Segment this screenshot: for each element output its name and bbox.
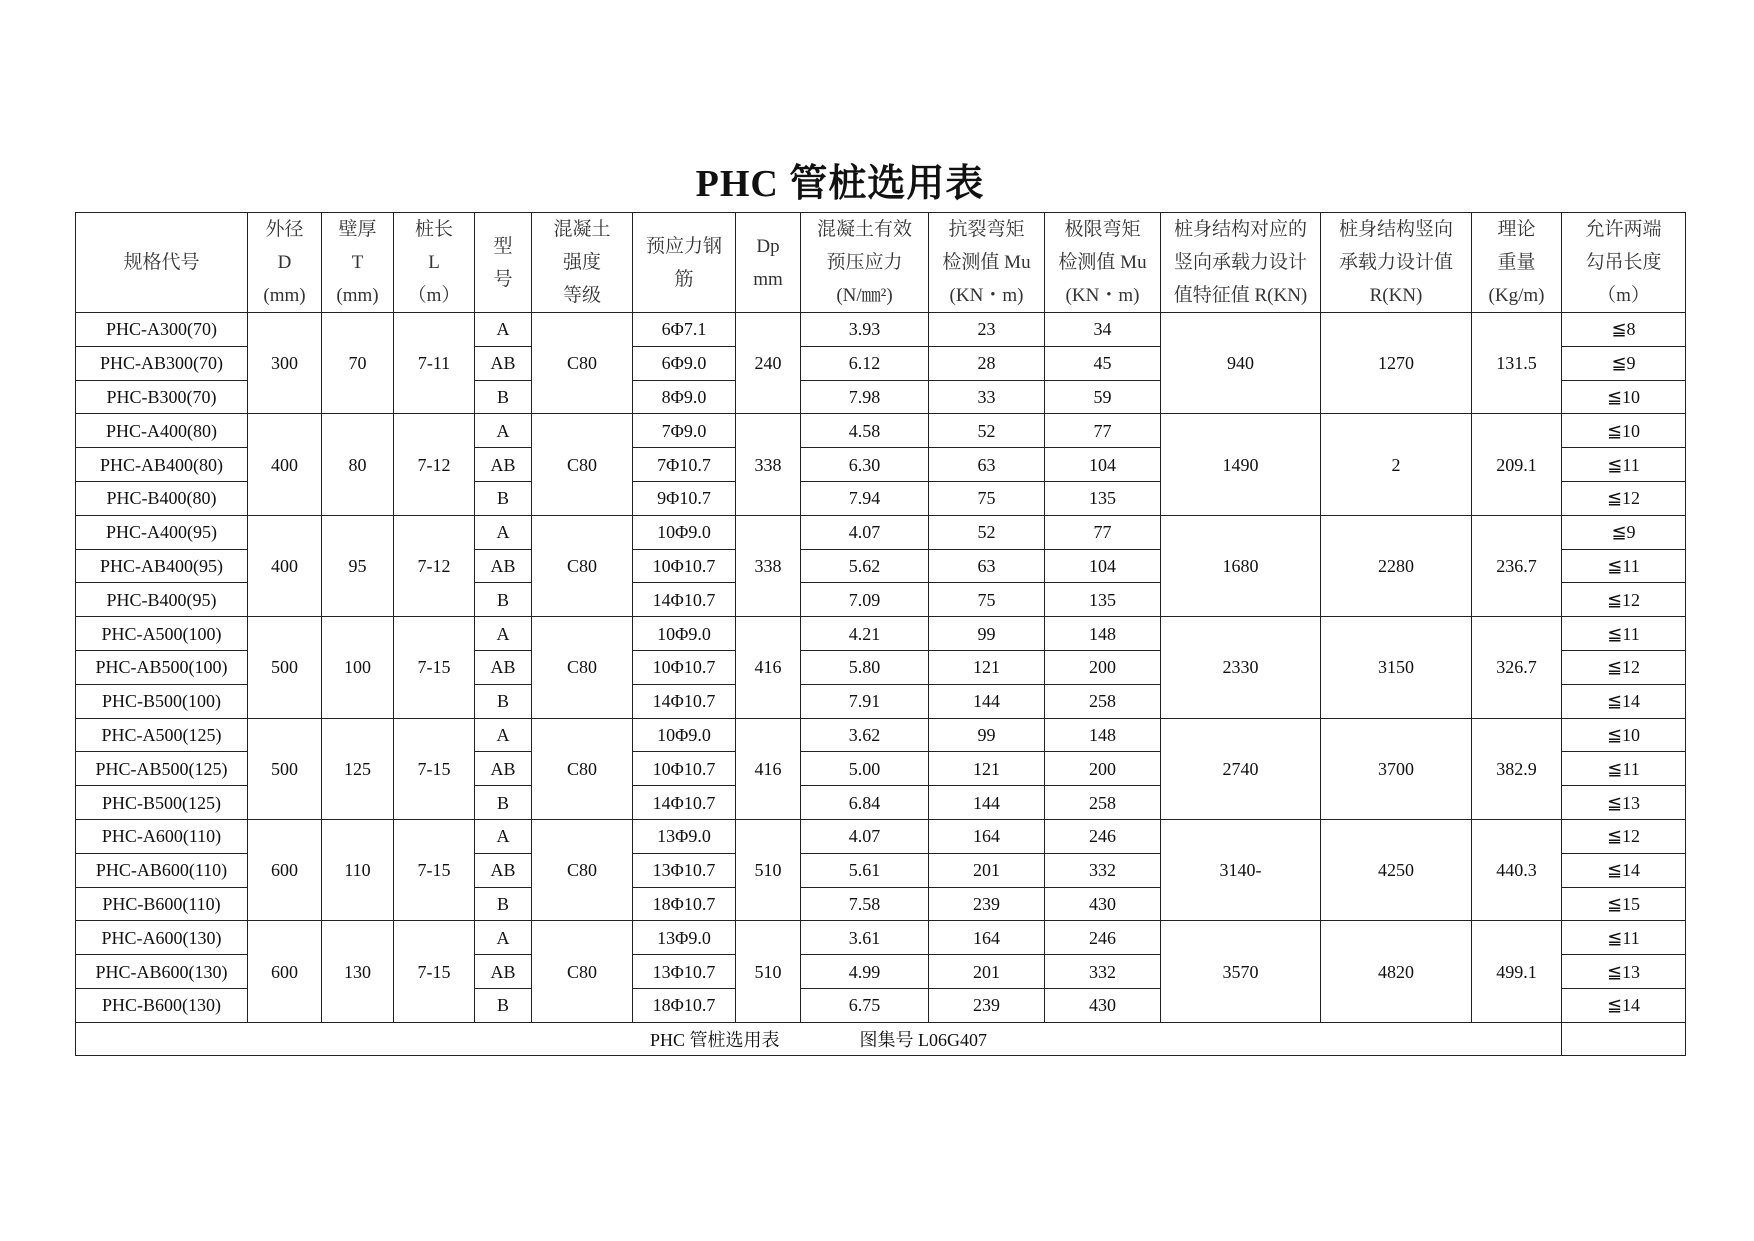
lifting-length-cell: ≦12: [1562, 819, 1686, 853]
design-capacity-cell: 2280: [1321, 515, 1472, 616]
design-capacity-cell: 1270: [1321, 313, 1472, 414]
theoretical-weight-cell: 382.9: [1472, 718, 1562, 819]
concrete-grade-cell: C80: [532, 718, 633, 819]
page-title: PHC 管桩选用表: [695, 163, 985, 205]
header-pile-length: [394, 213, 475, 313]
header-line: 预压应力: [826, 252, 903, 273]
effective-prestress-cell: 7.58: [801, 887, 929, 921]
crack-moment-cell: 63: [929, 448, 1045, 482]
lifting-length-cell: ≦11: [1562, 448, 1686, 482]
lifting-length-cell: ≦14: [1562, 988, 1686, 1022]
footer-table-name: PHC 管桩选用表: [649, 1029, 780, 1050]
type-cell: A: [475, 718, 532, 752]
spec-code-cell: PHC-B400(95): [76, 583, 248, 617]
table-row: [76, 718, 1686, 752]
type-cell: AB: [475, 346, 532, 380]
type-cell: A: [475, 819, 532, 853]
pile-length-cell: 7-12: [394, 414, 475, 515]
wall-thickness-cell: 70: [322, 313, 394, 414]
outer-diameter-cell: 400: [248, 515, 322, 616]
type-cell: AB: [475, 650, 532, 684]
prestress-steel-cell: 13Φ9.0: [633, 921, 736, 955]
type-cell: A: [475, 313, 532, 347]
crack-moment-cell: 239: [929, 988, 1045, 1022]
lifting-length-cell: ≦11: [1562, 549, 1686, 583]
header-spec-code: [76, 213, 248, 313]
header-line: 壁厚: [338, 219, 377, 240]
footer-caption-cell: [76, 1022, 1562, 1055]
table-row: [76, 313, 1686, 347]
effective-prestress-cell: 5.62: [801, 549, 929, 583]
spec-code-cell: PHC-AB500(125): [76, 752, 248, 786]
header-dp: [736, 213, 801, 313]
effective-prestress-cell: 5.61: [801, 853, 929, 887]
theoretical-weight-cell: 131.5: [1472, 313, 1562, 414]
theoretical-weight-cell: 440.3: [1472, 819, 1562, 920]
header-line: 混凝土有效: [816, 219, 912, 240]
crack-moment-cell: 164: [929, 819, 1045, 853]
table-row: [76, 921, 1686, 955]
type-cell: A: [475, 617, 532, 651]
dp-cell: 416: [736, 718, 801, 819]
footer-atlas-number: 图集号 L06G407: [859, 1029, 987, 1050]
prestress-steel-cell: 13Φ10.7: [633, 955, 736, 989]
ultimate-moment-cell: 77: [1045, 414, 1161, 448]
concrete-grade-cell: C80: [532, 617, 633, 718]
effective-prestress-cell: 6.30: [801, 448, 929, 482]
effective-prestress-cell: 5.80: [801, 650, 929, 684]
ultimate-moment-cell: 59: [1045, 380, 1161, 414]
characteristic-capacity-cell: 940: [1161, 313, 1321, 414]
ultimate-moment-cell: 45: [1045, 346, 1161, 380]
table-row: [76, 617, 1686, 651]
header-line: 极限弯矩: [1064, 219, 1141, 240]
pile-length-cell: 7-15: [394, 617, 475, 718]
prestress-steel-cell: 13Φ10.7: [633, 853, 736, 887]
header-line: (Kg/m): [1488, 285, 1545, 306]
lifting-length-cell: ≦12: [1562, 583, 1686, 617]
type-cell: B: [475, 887, 532, 921]
header-line: Dp: [756, 235, 780, 257]
crack-moment-cell: 164: [929, 921, 1045, 955]
prestress-steel-cell: 10Φ9.0: [633, 515, 736, 549]
prestress-steel-cell: 6Φ9.0: [633, 346, 736, 380]
header-outer-diameter: [248, 213, 322, 313]
wall-thickness-cell: 95: [322, 515, 394, 616]
type-cell: B: [475, 988, 532, 1022]
effective-prestress-cell: 6.84: [801, 786, 929, 820]
type-cell: B: [475, 380, 532, 414]
design-capacity-cell: 3700: [1321, 718, 1472, 819]
crack-moment-cell: 52: [929, 414, 1045, 448]
ultimate-moment-cell: 148: [1045, 718, 1161, 752]
spec-code-cell: PHC-A400(95): [76, 515, 248, 549]
wall-thickness-cell: 110: [322, 819, 394, 920]
prestress-steel-cell: 7Φ10.7: [633, 448, 736, 482]
pile-length-cell: 7-12: [394, 515, 475, 616]
crack-moment-cell: 121: [929, 650, 1045, 684]
header-line: (N/㎜²): [836, 285, 893, 306]
dp-cell: 338: [736, 414, 801, 515]
outer-diameter-cell: 300: [248, 313, 322, 414]
effective-prestress-cell: 6.75: [801, 988, 929, 1022]
prestress-steel-cell: 18Φ10.7: [633, 988, 736, 1022]
spec-code-cell: PHC-AB500(100): [76, 650, 248, 684]
header-line: 桩身结构对应的: [1173, 219, 1307, 240]
ultimate-moment-cell: 258: [1045, 684, 1161, 718]
header-characteristic-capacity: [1161, 213, 1321, 313]
lifting-length-cell: ≦10: [1562, 718, 1686, 752]
lifting-length-cell: ≦15: [1562, 887, 1686, 921]
header-line: 预应力钢: [645, 235, 722, 257]
effective-prestress-cell: 4.58: [801, 414, 929, 448]
ultimate-moment-cell: 258: [1045, 786, 1161, 820]
type-cell: AB: [475, 752, 532, 786]
header-type: [475, 213, 532, 313]
header-line: （m）: [1597, 285, 1650, 306]
concrete-grade-cell: C80: [532, 515, 633, 616]
header-crack-moment: [929, 213, 1045, 313]
lifting-length-cell: ≦14: [1562, 853, 1686, 887]
spec-code-cell: PHC-A400(80): [76, 414, 248, 448]
header-ultimate-moment: [1045, 213, 1161, 313]
crack-moment-cell: 63: [929, 549, 1045, 583]
type-cell: A: [475, 515, 532, 549]
lifting-length-cell: ≦9: [1562, 515, 1686, 549]
pile-length-cell: 7-15: [394, 718, 475, 819]
crack-moment-cell: 23: [929, 313, 1045, 347]
concrete-grade-cell: C80: [532, 819, 633, 920]
effective-prestress-cell: 7.91: [801, 684, 929, 718]
crack-moment-cell: 99: [929, 718, 1045, 752]
header-line: 理论: [1497, 219, 1536, 240]
effective-prestress-cell: 5.00: [801, 752, 929, 786]
header-line: (mm): [263, 285, 306, 306]
characteristic-capacity-cell: 3570: [1161, 921, 1321, 1022]
header-line: 筋: [674, 268, 694, 290]
ultimate-moment-cell: 200: [1045, 650, 1161, 684]
crack-moment-cell: 75: [929, 481, 1045, 515]
header-line: 承载力设计值: [1338, 252, 1453, 273]
footer-empty-cell: [1562, 1022, 1686, 1055]
header-line: 桩长: [414, 219, 453, 240]
ultimate-moment-cell: 246: [1045, 921, 1161, 955]
prestress-steel-cell: 10Φ9.0: [633, 718, 736, 752]
lifting-length-cell: ≦13: [1562, 955, 1686, 989]
theoretical-weight-cell: 236.7: [1472, 515, 1562, 616]
characteristic-capacity-cell: 1680: [1161, 515, 1321, 616]
lifting-length-cell: ≦12: [1562, 650, 1686, 684]
spec-code-cell: PHC-AB400(95): [76, 549, 248, 583]
table-header-row: [76, 213, 1686, 313]
spec-code-cell: PHC-AB600(130): [76, 955, 248, 989]
header-line: 竖向承载力设计: [1173, 252, 1307, 273]
spec-code-cell: PHC-A600(110): [76, 819, 248, 853]
header-line: 外径: [265, 219, 304, 240]
design-capacity-cell: 4820: [1321, 921, 1472, 1022]
crack-moment-cell: 52: [929, 515, 1045, 549]
ultimate-moment-cell: 430: [1045, 988, 1161, 1022]
lifting-length-cell: ≦14: [1562, 684, 1686, 718]
wall-thickness-cell: 130: [322, 921, 394, 1022]
lifting-length-cell: ≦10: [1562, 380, 1686, 414]
spec-code-cell: PHC-A500(125): [76, 718, 248, 752]
table-row: [76, 515, 1686, 549]
prestress-steel-cell: 14Φ10.7: [633, 684, 736, 718]
header-line: (mm): [336, 285, 379, 306]
pile-length-cell: 7-15: [394, 819, 475, 920]
header-wall-thickness: [322, 213, 394, 313]
spec-code-cell: PHC-AB400(80): [76, 448, 248, 482]
type-cell: AB: [475, 549, 532, 583]
ultimate-moment-cell: 34: [1045, 313, 1161, 347]
ultimate-moment-cell: 332: [1045, 853, 1161, 887]
wall-thickness-cell: 80: [322, 414, 394, 515]
wall-thickness-cell: 125: [322, 718, 394, 819]
table-row: [76, 414, 1686, 448]
prestress-steel-cell: 14Φ10.7: [633, 583, 736, 617]
prestress-steel-cell: 10Φ10.7: [633, 549, 736, 583]
prestress-steel-cell: 10Φ10.7: [633, 752, 736, 786]
header-line: mm: [753, 268, 783, 290]
crack-moment-cell: 201: [929, 853, 1045, 887]
spec-code-cell: PHC-B500(100): [76, 684, 248, 718]
ultimate-moment-cell: 135: [1045, 481, 1161, 515]
crack-moment-cell: 144: [929, 786, 1045, 820]
lifting-length-cell: ≦10: [1562, 414, 1686, 448]
header-line: 勾吊长度: [1585, 252, 1662, 273]
spec-code-cell: PHC-AB300(70): [76, 346, 248, 380]
prestress-steel-cell: 13Φ9.0: [633, 819, 736, 853]
ultimate-moment-cell: 135: [1045, 583, 1161, 617]
effective-prestress-cell: 4.21: [801, 617, 929, 651]
outer-diameter-cell: 500: [248, 617, 322, 718]
effective-prestress-cell: 7.09: [801, 583, 929, 617]
design-capacity-cell: 4250: [1321, 819, 1472, 920]
characteristic-capacity-cell: 3140-: [1161, 819, 1321, 920]
characteristic-capacity-cell: 2330: [1161, 617, 1321, 718]
concrete-grade-cell: C80: [532, 921, 633, 1022]
ultimate-moment-cell: 430: [1045, 887, 1161, 921]
header-line: 检测值 Mu: [1058, 252, 1147, 273]
crack-moment-cell: 201: [929, 955, 1045, 989]
outer-diameter-cell: 600: [248, 921, 322, 1022]
lifting-length-cell: ≦13: [1562, 786, 1686, 820]
header-line: 等级: [562, 285, 601, 306]
type-cell: AB: [475, 448, 532, 482]
spec-code-cell: PHC-AB600(110): [76, 853, 248, 887]
lifting-length-cell: ≦8: [1562, 313, 1686, 347]
ultimate-moment-cell: 104: [1045, 549, 1161, 583]
spec-code-cell: PHC-B600(130): [76, 988, 248, 1022]
ultimate-moment-cell: 148: [1045, 617, 1161, 651]
header-line: (KN・m): [1065, 285, 1140, 306]
pile-length-cell: 7-15: [394, 921, 475, 1022]
design-capacity-cell: 3150: [1321, 617, 1472, 718]
header-design-capacity: [1321, 213, 1472, 313]
prestress-steel-cell: 9Φ10.7: [633, 481, 736, 515]
dp-cell: 338: [736, 515, 801, 616]
spec-code-cell: PHC-A600(130): [76, 921, 248, 955]
outer-diameter-cell: 400: [248, 414, 322, 515]
characteristic-capacity-cell: 1490: [1161, 414, 1321, 515]
header-line: (KN・m): [949, 285, 1024, 306]
header-line: 抗裂弯矩: [948, 219, 1025, 240]
ultimate-moment-cell: 200: [1045, 752, 1161, 786]
theoretical-weight-cell: 209.1: [1472, 414, 1562, 515]
crack-moment-cell: 239: [929, 887, 1045, 921]
header-line: 检测值 Mu: [942, 252, 1031, 273]
header-line: （m）: [407, 285, 461, 306]
table-row: [76, 819, 1686, 853]
header-line: 型: [493, 235, 513, 257]
type-cell: B: [475, 583, 532, 617]
type-cell: A: [475, 921, 532, 955]
crack-moment-cell: 75: [929, 583, 1045, 617]
header-line: 规格代号: [123, 252, 200, 273]
header-line: 桩身结构竖向: [1338, 219, 1453, 240]
prestress-steel-cell: 7Φ9.0: [633, 414, 736, 448]
spec-code-cell: PHC-A300(70): [76, 313, 248, 347]
concrete-grade-cell: C80: [532, 414, 633, 515]
header-line: L: [428, 252, 440, 273]
prestress-steel-cell: 18Φ10.7: [633, 887, 736, 921]
theoretical-weight-cell: 499.1: [1472, 921, 1562, 1022]
header-line: 混凝土: [553, 219, 611, 240]
dp-cell: 416: [736, 617, 801, 718]
crack-moment-cell: 144: [929, 684, 1045, 718]
effective-prestress-cell: 3.61: [801, 921, 929, 955]
type-cell: AB: [475, 853, 532, 887]
header-line: 允许两端: [1585, 219, 1662, 240]
dp-cell: 510: [736, 819, 801, 920]
prestress-steel-cell: 6Φ7.1: [633, 313, 736, 347]
lifting-length-cell: ≦11: [1562, 752, 1686, 786]
pile-length-cell: 7-11: [394, 313, 475, 414]
prestress-steel-cell: 10Φ10.7: [633, 650, 736, 684]
header-line: 值特征值 R(KN): [1173, 285, 1308, 306]
crack-moment-cell: 33: [929, 380, 1045, 414]
outer-diameter-cell: 500: [248, 718, 322, 819]
table-footer-row: [76, 1022, 1686, 1055]
effective-prestress-cell: 7.98: [801, 380, 929, 414]
crack-moment-cell: 28: [929, 346, 1045, 380]
effective-prestress-cell: 4.07: [801, 819, 929, 853]
effective-prestress-cell: 4.07: [801, 515, 929, 549]
lifting-length-cell: ≦9: [1562, 346, 1686, 380]
crack-moment-cell: 121: [929, 752, 1045, 786]
header-concrete-grade: [532, 213, 633, 313]
effective-prestress-cell: 6.12: [801, 346, 929, 380]
type-cell: B: [475, 786, 532, 820]
spec-code-cell: PHC-B600(110): [76, 887, 248, 921]
prestress-steel-cell: 10Φ9.0: [633, 617, 736, 651]
ultimate-moment-cell: 77: [1045, 515, 1161, 549]
header-line: R(KN): [1369, 285, 1423, 306]
header-line: 强度: [562, 252, 601, 273]
type-cell: A: [475, 414, 532, 448]
spec-code-cell: PHC-B300(70): [76, 380, 248, 414]
effective-prestress-cell: 3.93: [801, 313, 929, 347]
header-line: 重量: [1497, 252, 1536, 273]
characteristic-capacity-cell: 2740: [1161, 718, 1321, 819]
theoretical-weight-cell: 326.7: [1472, 617, 1562, 718]
effective-prestress-cell: 3.62: [801, 718, 929, 752]
header-lifting-length: [1562, 213, 1686, 313]
crack-moment-cell: 99: [929, 617, 1045, 651]
dp-cell: 240: [736, 313, 801, 414]
effective-prestress-cell: 7.94: [801, 481, 929, 515]
dp-cell: 510: [736, 921, 801, 1022]
prestress-steel-cell: 14Φ10.7: [633, 786, 736, 820]
effective-prestress-cell: 4.99: [801, 955, 929, 989]
lifting-length-cell: ≦11: [1562, 921, 1686, 955]
header-line: T: [351, 252, 364, 273]
type-cell: B: [475, 481, 532, 515]
pile-selection-table: [75, 212, 1686, 1056]
spec-code-cell: PHC-A500(100): [76, 617, 248, 651]
concrete-grade-cell: C80: [532, 313, 633, 414]
spec-code-cell: PHC-B500(125): [76, 786, 248, 820]
lifting-length-cell: ≦12: [1562, 481, 1686, 515]
header-effective-prestress: [801, 213, 929, 313]
header-theoretical-weight: [1472, 213, 1562, 313]
header-line: D: [277, 252, 292, 273]
type-cell: AB: [475, 955, 532, 989]
lifting-length-cell: ≦11: [1562, 617, 1686, 651]
ultimate-moment-cell: 104: [1045, 448, 1161, 482]
header-prestress-steel: [633, 213, 736, 313]
ultimate-moment-cell: 332: [1045, 955, 1161, 989]
prestress-steel-cell: 8Φ9.0: [633, 380, 736, 414]
wall-thickness-cell: 100: [322, 617, 394, 718]
spec-code-cell: PHC-B400(80): [76, 481, 248, 515]
type-cell: B: [475, 684, 532, 718]
ultimate-moment-cell: 246: [1045, 819, 1161, 853]
header-line: 号: [493, 268, 513, 290]
outer-diameter-cell: 600: [248, 819, 322, 920]
design-capacity-cell: 2: [1321, 414, 1472, 515]
